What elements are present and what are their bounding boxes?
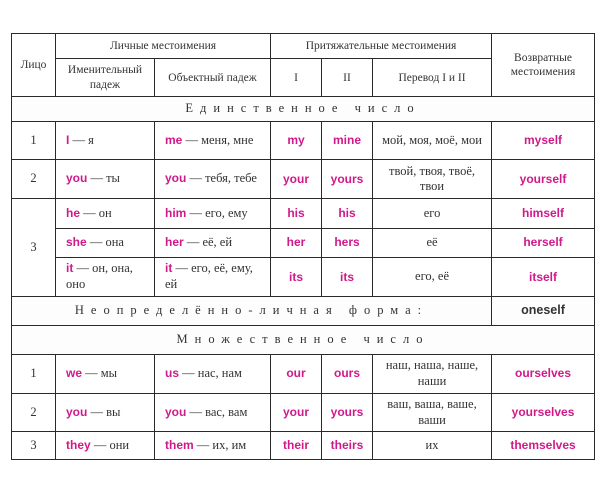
objective-ru: — тебя, тебе: [186, 171, 257, 186]
objective-cell: [155, 258, 271, 297]
indefinite-reflexive: oneself: [492, 296, 595, 326]
nominative-ru: — мы: [82, 366, 118, 380]
objective-cell: [155, 393, 271, 432]
objective-en: him: [165, 205, 187, 220]
objective-cell: [155, 121, 271, 160]
objective-ru: — её, ей: [183, 235, 233, 250]
possessive-2-cell: yours: [322, 393, 373, 432]
nominative-cell: [56, 258, 155, 297]
table-row: [12, 199, 595, 229]
possessive-1-cell: his: [271, 199, 322, 229]
person-number: 3: [12, 432, 56, 460]
translation-cell: его, её: [373, 258, 492, 297]
nominative-en: we: [66, 366, 83, 380]
pronoun-table: [11, 33, 595, 460]
reflexive-cell: themselves: [492, 432, 595, 460]
header-possessive-pronouns: Притяжательные местоимения: [271, 34, 492, 59]
objective-cell: [155, 432, 271, 460]
objective-ru: — меня, мне: [182, 132, 254, 147]
person-number: 3: [12, 199, 56, 297]
objective-cell: [155, 228, 271, 258]
objective-en: us: [165, 366, 180, 380]
translation-cell: его: [373, 199, 492, 229]
table-row: [12, 393, 595, 432]
translation-cell: мой, моя, моё, мои: [373, 121, 492, 160]
nominative-cell: [56, 432, 155, 460]
nominative-en: she: [66, 235, 87, 250]
header-objective: Объектный падеж: [155, 59, 271, 97]
header-person: Лицо: [12, 34, 56, 97]
nominative-cell: [56, 393, 155, 432]
header-possessive-2: II: [322, 59, 373, 97]
nominative-cell: [56, 199, 155, 229]
possessive-2-cell: ours: [322, 354, 373, 393]
table-row: [12, 228, 595, 258]
nominative-ru: — ты: [87, 171, 120, 186]
possessive-1-cell: your: [271, 160, 322, 199]
objective-en: me: [165, 132, 183, 147]
table-row: [12, 432, 595, 460]
header-personal-pronouns: Личные местоимения: [56, 34, 271, 59]
possessive-2-cell: yours: [322, 160, 373, 199]
objective-ru: — его, ему: [186, 205, 248, 220]
nominative-ru: — она: [86, 235, 124, 250]
possessive-1-cell: our: [271, 354, 322, 393]
translation-cell: её: [373, 228, 492, 258]
objective-cell: [155, 354, 271, 393]
nominative-cell: [56, 354, 155, 393]
objective-ru: — его, её, ему, ей: [165, 261, 253, 292]
nominative-cell: [56, 121, 155, 160]
person-number: 1: [12, 354, 56, 393]
header-possessive-1: I: [271, 59, 322, 97]
table-row: [12, 160, 595, 199]
nominative-en: you: [66, 171, 88, 186]
nominative-en: they: [66, 437, 91, 452]
possessive-2-cell: theirs: [322, 432, 373, 460]
nominative-en: he: [66, 205, 81, 220]
possessive-2-cell: its: [322, 258, 373, 297]
section-plural: Множественное число: [12, 326, 595, 355]
nominative-en: I: [66, 132, 70, 147]
possessive-1-cell: my: [271, 121, 322, 160]
possessive-2-cell: mine: [322, 121, 373, 160]
objective-ru: — нас, нам: [179, 366, 242, 380]
table-row: [12, 121, 595, 160]
objective-ru: — вас, вам: [186, 404, 248, 419]
table-row: [12, 258, 595, 297]
objective-cell: [155, 160, 271, 199]
objective-en: you: [165, 404, 187, 419]
nominative-ru: — он, она, оно: [66, 261, 133, 292]
possessive-2-cell: his: [322, 199, 373, 229]
possessive-1-cell: your: [271, 393, 322, 432]
header-reflexive-pronouns: Возвратные местоимения: [492, 34, 595, 97]
header-nominative: Именительный падеж: [56, 59, 155, 97]
reflexive-cell: yourselves: [492, 393, 595, 432]
person-number: 2: [12, 160, 56, 199]
nominative-ru: — я: [69, 132, 94, 147]
objective-en: her: [165, 235, 184, 250]
nominative-ru: — он: [80, 205, 112, 220]
reflexive-cell: herself: [492, 228, 595, 258]
table-row: [12, 354, 595, 393]
section-singular: Единственное число: [12, 97, 595, 121]
possessive-1-cell: their: [271, 432, 322, 460]
objective-en: them: [165, 437, 194, 452]
possessive-1-cell: its: [271, 258, 322, 297]
possessive-1-cell: her: [271, 228, 322, 258]
person-number: 2: [12, 393, 56, 432]
objective-cell: [155, 199, 271, 229]
nominative-ru: — вы: [87, 404, 121, 419]
translation-cell: их: [373, 432, 492, 460]
translation-cell: наш, наша, наше, наши: [373, 354, 492, 393]
translation-cell: ваш, ваша, ваше, ваши: [373, 393, 492, 432]
header-translation: Перевод I и II: [373, 59, 492, 97]
nominative-en: it: [66, 261, 74, 276]
nominative-ru: — они: [90, 437, 130, 452]
section-indefinite: Неопределённо-личная форма:: [12, 296, 492, 326]
reflexive-cell: himself: [492, 199, 595, 229]
objective-ru: — их, им: [193, 437, 247, 452]
reflexive-cell: ourselves: [492, 354, 595, 393]
translation-cell: твой, твоя, твоё, твои: [373, 160, 492, 199]
possessive-2-cell: hers: [322, 228, 373, 258]
reflexive-cell: itself: [492, 258, 595, 297]
objective-en: it: [165, 261, 173, 276]
reflexive-cell: myself: [492, 121, 595, 160]
reflexive-cell: yourself: [492, 160, 595, 199]
person-number: 1: [12, 121, 56, 160]
nominative-cell: [56, 228, 155, 258]
objective-en: you: [165, 171, 187, 186]
nominative-en: you: [66, 404, 88, 419]
nominative-cell: [56, 160, 155, 199]
